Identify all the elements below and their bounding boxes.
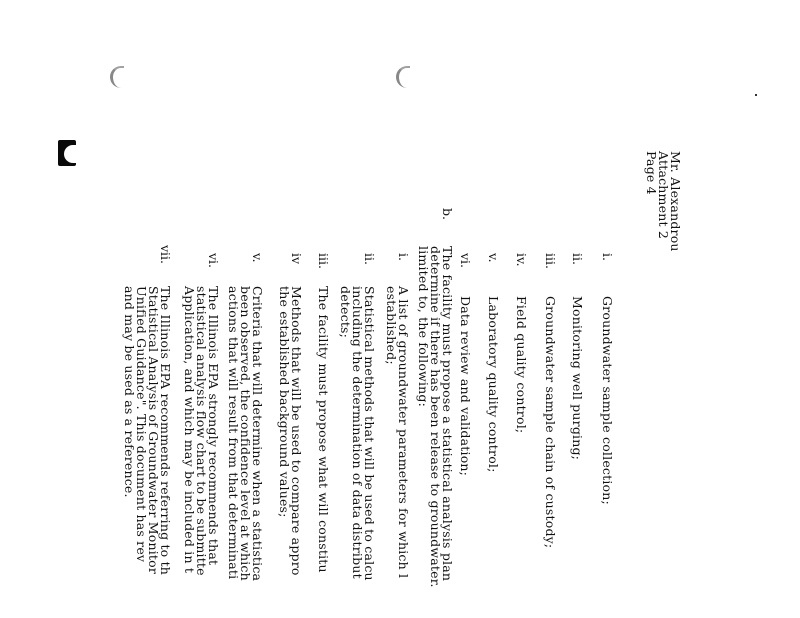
header-name: Mr. Alexandrou (668, 151, 683, 252)
list-item-text: and may be used as a reference. (122, 286, 137, 498)
list-item-number: iii. (543, 253, 558, 269)
list-item-number: vii. (158, 245, 173, 265)
list-item-number: vi. (458, 253, 473, 269)
list-item-text: The Illinois EPA recommends referring to th (158, 286, 173, 576)
list-item-text: Field quality control; (514, 296, 529, 434)
list-item-text: established; (384, 286, 399, 365)
list-item-text: Statistical methods that will be used to calcu (362, 286, 377, 581)
list-item-number: v. (250, 253, 265, 263)
list-item-number: vi. (206, 253, 221, 269)
list-item-number: i. (396, 253, 411, 261)
list-item-text: including the determination of data distribut (350, 286, 365, 579)
list-item-number: iv (289, 253, 304, 265)
section-b-text: limited to, the following: (416, 246, 431, 408)
list-item-number: v. (486, 253, 501, 263)
list-item-text: actions that will result from that determinati (226, 286, 241, 580)
list-item-text: Laboratory quality control; (486, 296, 501, 473)
list-item-text: Unified Guidance". This document has rev (134, 286, 149, 563)
list-item-number: ii. (570, 253, 585, 265)
list-item-text: The Illinois EPA strongly recommends that (206, 286, 221, 566)
section-b-text: The facility must propose a statistical analysis plan (440, 246, 455, 582)
list-item-number: iii. (316, 253, 331, 269)
list-item-text: detects; (338, 286, 353, 339)
section-b-label: b. (440, 208, 455, 220)
list-item-text: Groundwater sample chain of custody; (543, 296, 558, 549)
list-item-text: the established background values; (277, 286, 292, 518)
list-item-number: ii. (362, 253, 377, 265)
list-item-text: been observed, the confidence level at which (238, 286, 253, 581)
section-b-text: determine if there has been release to groundwater. (428, 246, 443, 588)
list-item-text: Monitoring well purging; (570, 296, 585, 461)
header-attachment: Attachment 2 (656, 151, 671, 240)
list-item-text: A list of groundwater parameters for which l (396, 286, 411, 579)
list-item-text: statistical analysis flow chart to be submitte (194, 286, 209, 576)
list-item-text: Criteria that will determine when a statistica (250, 286, 265, 582)
list-item-text: Application, and which may be included in t (182, 286, 197, 574)
header-page: Page 4 (644, 151, 659, 195)
list-item-text: Data review and validation; (458, 296, 473, 477)
list-item-text: Statistical Analysis of Groundwater Monitor (146, 286, 161, 575)
list-item-number: iv. (514, 253, 529, 267)
list-item-text: Methods that will be used to compare appro (289, 286, 304, 576)
list-item-text: Groundwater sample collection; (600, 296, 615, 505)
list-item-number: i. (600, 253, 615, 261)
list-item-text: The facility must propose what will constitu (316, 286, 331, 573)
